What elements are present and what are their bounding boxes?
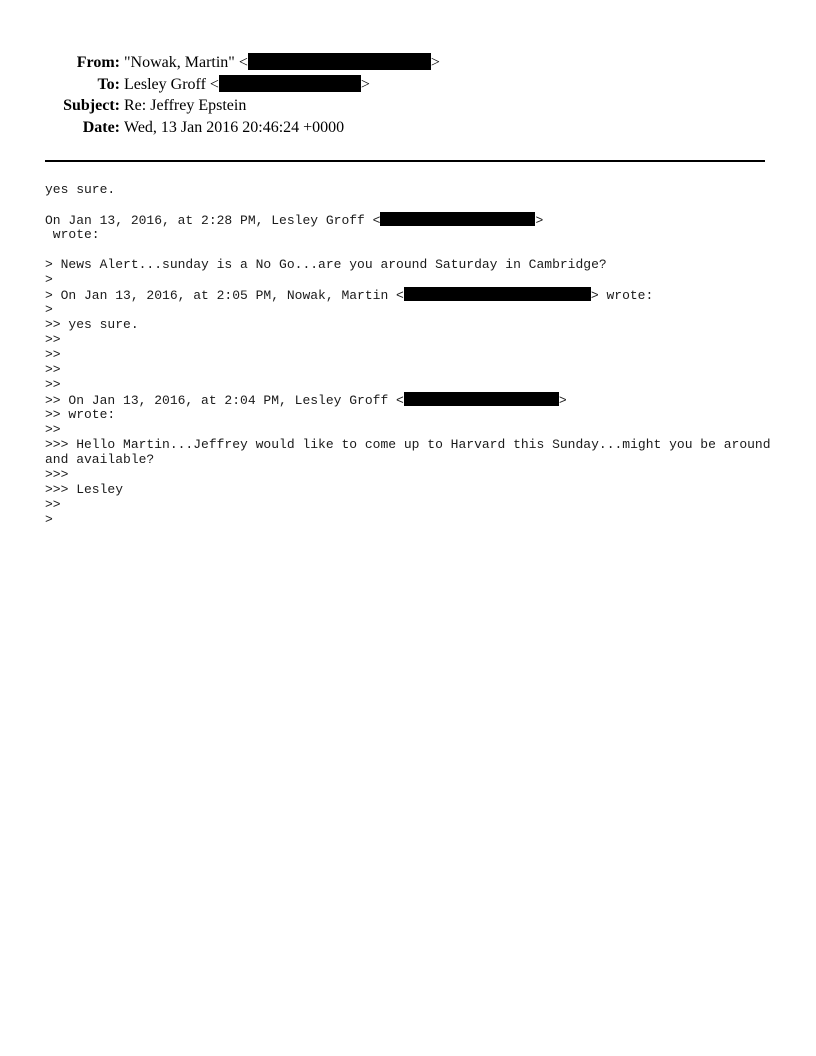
body-line: >> — [45, 497, 61, 512]
redaction-bar — [219, 75, 361, 92]
body-line: and available? — [45, 452, 155, 467]
from-row — [0, 52, 816, 74]
redaction-bar — [404, 392, 559, 406]
body-line: >>> Lesley — [45, 482, 124, 497]
quote-attribution-end: > — [535, 213, 544, 228]
quote-attribution: >> On Jan 13, 2016, at 2:04 PM, Lesley Groff < — [45, 393, 404, 408]
body-line: wrote: — [45, 227, 100, 242]
body-line: > News Alert...sunday is a No Go...are you around Saturday in Cambridge? — [45, 257, 607, 272]
body-line: yes sure. — [45, 182, 116, 197]
subject-value: Re: Jeffrey Epstein — [124, 97, 247, 114]
body-line: >>> Hello Martin...Jeffrey would like to come up to Harvard this Sunday...might you be around — [45, 437, 771, 452]
from-close-bracket: > — [430, 54, 440, 71]
body-line-blank — [45, 242, 785, 257]
email-header — [0, 52, 816, 138]
quote-attribution-end: > — [558, 393, 567, 408]
from-value — [124, 52, 440, 74]
redaction-bar — [248, 53, 431, 70]
subject-row — [0, 95, 816, 117]
redaction-bar — [404, 287, 591, 301]
from-name: "Nowak, Martin" < — [124, 54, 248, 71]
email-body — [45, 182, 785, 527]
redaction-bar — [380, 212, 535, 226]
body-line: >> — [45, 377, 61, 392]
body-line — [45, 287, 785, 302]
to-row — [0, 74, 816, 96]
body-line: >> wrote: — [45, 407, 116, 422]
to-close-bracket: > — [360, 75, 370, 93]
body-line — [45, 392, 785, 407]
date-label: Date: — [82, 118, 120, 136]
body-line: >> — [45, 422, 61, 437]
body-line: >> — [45, 362, 61, 377]
to-label: To: — [97, 75, 120, 93]
header-divider — [45, 160, 765, 162]
body-line-blank — [45, 197, 785, 212]
date-value: Wed, 13 Jan 2016 20:46:24 +0000 — [124, 118, 345, 136]
body-line: >> — [45, 332, 61, 347]
body-line: >> — [45, 347, 61, 362]
body-line — [45, 212, 785, 227]
quote-attribution-end: > wrote: — [590, 288, 654, 303]
body-line: >> yes sure. — [45, 317, 139, 332]
body-line: > — [45, 272, 53, 287]
from-label: From: — [76, 54, 120, 71]
to-value — [124, 74, 370, 96]
quote-attribution: On Jan 13, 2016, at 2:28 PM, Lesley Groff < — [45, 213, 381, 228]
body-line: > — [45, 302, 53, 317]
to-name: Lesley Groff < — [124, 75, 219, 93]
body-line: >>> — [45, 467, 69, 482]
subject-label: Subject: — [63, 97, 120, 114]
quote-attribution: > On Jan 13, 2016, at 2:05 PM, Nowak, Martin < — [45, 288, 404, 303]
date-row — [0, 117, 816, 139]
body-line: > — [45, 512, 53, 527]
